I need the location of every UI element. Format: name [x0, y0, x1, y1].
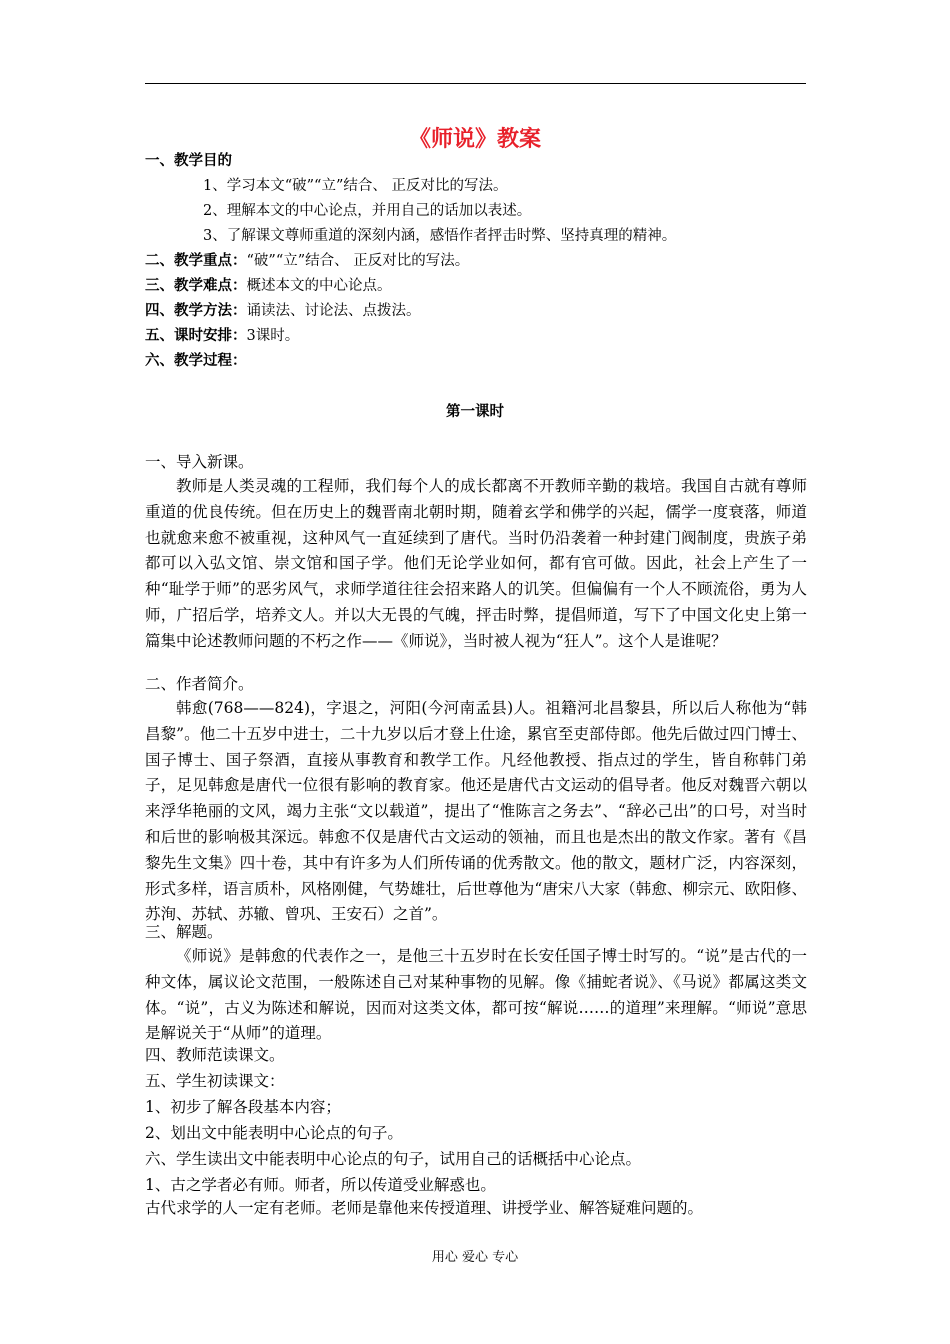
objective-item-2: 2、理解本文的中心论点，并用自己的话加以表述。 [203, 203, 532, 219]
methods-label: 四、教学方法： [145, 302, 247, 319]
objectives-heading: 一、教学目的 [145, 152, 232, 169]
objective-item-1: 1、学习本文“破”“立”结合、 正反对比的写法。 [203, 178, 508, 194]
list-item: 古代求学的人一定有老师。老师是靠他来传授道理、讲授学业、解答疑难问题的。 [145, 1199, 704, 1217]
title-explain-paragraph: 《师说》是韩愈的代表作之一，是他三十五岁时在长安任国子博士时写的。“说”是古代的一种文体，属议论文范围，一般陈述自己对某种事物的见解。像《捕蛇者说》、《马说》都属这类文体。“说”，古义为陈述和解说，因而对这类文体，都可按“解说……的道理”来理解。“师说”意思是解说关于“从师”的道理。 [145, 947, 807, 1043]
page-footer: 用心 爱心 专心 [431, 1250, 519, 1265]
header-rule [145, 83, 806, 84]
document-title: 《师说》教案 [408, 126, 541, 152]
process-heading: 六、教学过程： [145, 352, 247, 369]
difficulty-row [145, 276, 392, 296]
lesson-title: 第一课时 [446, 403, 504, 420]
intro-heading: 一、导入新课。 [145, 453, 254, 471]
list-item: 1、初步了解各段基本内容； [145, 1098, 341, 1116]
difficulty-value: 概述本文的中心论点。 [246, 278, 392, 294]
list-item: 1、古之学者必有师。师者，所以传道受业解惑也。 [145, 1176, 496, 1194]
schedule-row [145, 326, 299, 346]
list-item: 四、教师范读课文。 [145, 1046, 285, 1064]
key-points-label: 二、教学重点： [145, 252, 247, 269]
list-item: 六、学生读出文中能表明中心论点的句子，试用自己的话概括中心论点。 [145, 1150, 642, 1168]
author-paragraph: 韩愈(768——824)，字退之，河阳(今河南孟县)人。祖籍河北昌黎县，所以后人称他为“韩昌黎”。他二十五岁中进士，二十九岁以后才登上仕途，累官至吏部侍郎。他先后做过四门博士、国子博士、国子祭酒，直接从事教育和教学工作。凡经他教授、指点过的学生，皆自称韩门弟子，足见韩愈是唐代一位很有影响的教育家。他还是唐代古文运动的倡导者。他反对魏晋六朝以来浮华艳丽的文风，竭力主张“文以载道”，提出了“惟陈言之务去”、“辞必己出”的口号，对当时和后世的影响极其深远。韩愈不仅是唐代古文运动的领袖，而且也是杰出的散文作家。著有《昌黎先生文集》四十卷，其中有许多为人们所传诵的优秀散文。他的散文，题材广泛，内容深刻，形式多样，语言质朴，风格刚健，气势雄壮，后世尊他为“唐宋八大家（韩愈、柳宗元、欧阳修、苏洵、苏轼、苏辙、曾巩、王安石）之首”。 [145, 699, 807, 924]
title-explain-heading: 三、解题。 [145, 923, 223, 941]
list-item: 2、划出文中能表明中心论点的句子。 [145, 1124, 403, 1142]
objective-item-3: 3、了解课文尊师重道的深刻内涵，感悟作者抨击时弊、坚持真理的精神。 [203, 228, 677, 244]
methods-value: 诵读法、讨论法、点拨法。 [246, 303, 421, 319]
methods-row [145, 301, 421, 321]
difficulty-label: 三、教学难点： [145, 277, 247, 294]
schedule-value: 3课时。 [246, 328, 300, 344]
author-heading: 二、作者简介。 [145, 675, 254, 693]
intro-paragraph: 教师是人类灵魂的工程师，我们每个人的成长都离不开教师辛勤的栽培。我国自古就有尊师重道的优良传统。但在历史上的魏晋南北朝时期，随着玄学和佛学的兴起，儒学一度衰落，师道也就愈来愈不被重视，这种风气一直延续到了唐代。当时仍沿袭着一种封建门阀制度，贵族子弟都可以入弘文馆、崇文馆和国子学。他们无论学业如何，都有官可做。因此，社会上产生了一种“耻学于师”的恶劣风气，求师学道往往会招来路人的讥笑。但偏偏有一个人不顾流俗，勇为人师，广招后学，培养文人。并以大无畏的气魄，抨击时弊，提倡师道，写下了中国文化史上第一篇集中论述教师问题的不朽之作——《师说》，当时被人视为“狂人”。这个人是谁呢？ [145, 477, 807, 650]
schedule-label: 五、课时安排： [145, 327, 247, 344]
list-item: 五、学生初读课文： [145, 1072, 285, 1090]
key-points-value: “破”“立”结合、 正反对比的写法。 [246, 253, 470, 269]
key-points-row [145, 251, 469, 271]
